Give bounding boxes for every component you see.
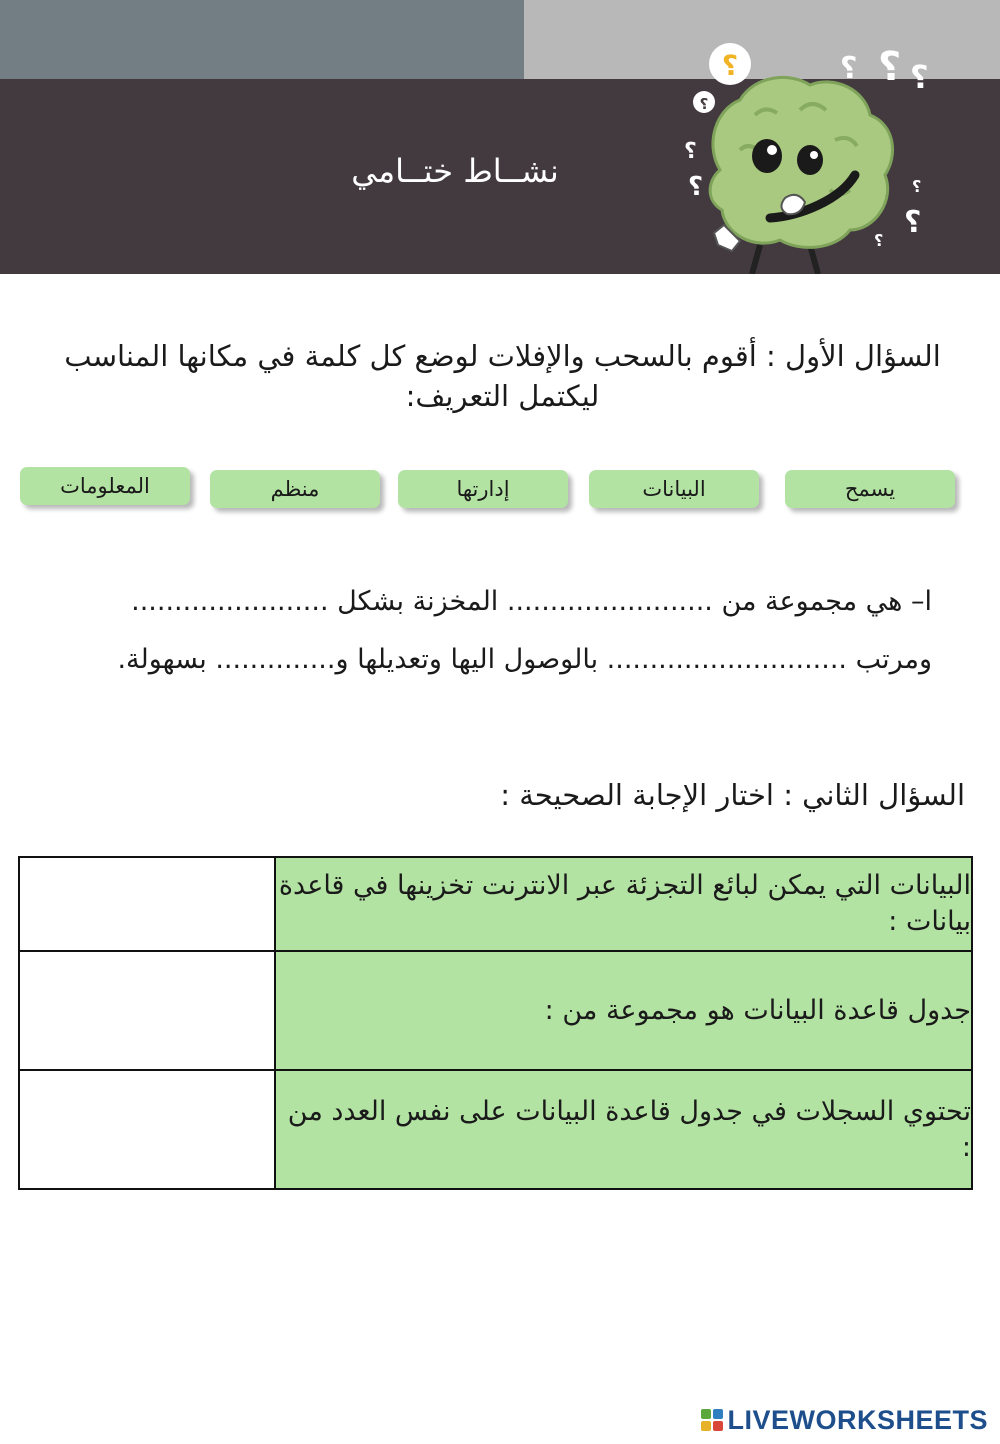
fill-in-sentence-line-1: ا– هي مجموعة من ........................ المخزنة بشكل ....................... xyxy=(131,586,932,617)
fill-in-sentence-line-2: ومرتب ............................ بالوصول اليها وتعديلها و.............. بسهولة. xyxy=(117,644,932,675)
question-cell-1: البيانات التي يمكن لبائع التجزئة عبر الانترنت تخزينها في قاعدة بيانات : xyxy=(275,857,972,951)
brand-text: LIVEWORKSHEETS xyxy=(727,1404,988,1435)
page-title: نشــاط ختــامي xyxy=(351,152,559,190)
drag-chip-munazzam[interactable]: منظم xyxy=(210,470,380,508)
svg-text:؟: ؟ xyxy=(910,58,929,96)
svg-text:؟: ؟ xyxy=(878,44,902,90)
svg-text:؟: ؟ xyxy=(874,231,884,250)
question-cell-3: تحتوي السجلات في جدول قاعدة البيانات على نفس العدد من : xyxy=(275,1070,972,1189)
svg-text:؟: ؟ xyxy=(721,49,739,82)
svg-text:؟: ؟ xyxy=(840,51,858,86)
question-cell-2: جدول قاعدة البيانات هو مجموعة من : xyxy=(275,951,972,1070)
drag-chip-albayanat[interactable]: البيانات xyxy=(589,470,759,508)
liveworksheets-brand[interactable] xyxy=(701,1402,988,1438)
svg-text:؟: ؟ xyxy=(699,95,709,113)
svg-text:؟: ؟ xyxy=(912,177,922,196)
question-1-instructions: السؤال الأول : أقوم بالسحب والإفلات لوضع كل كلمة في مكانها المناسب ليكتمل التعريف: xyxy=(64,339,941,413)
drag-chip-idaratuha[interactable]: إدارتها xyxy=(398,470,568,508)
drag-chip-almaalumat[interactable]: المعلومات xyxy=(20,467,190,505)
question-2-instructions: السؤال الثاني : اختار الإجابة الصحيحة : xyxy=(500,778,965,812)
table-row xyxy=(19,1070,972,1189)
drag-chip-yasmah[interactable]: يسمح xyxy=(785,470,955,508)
answer-dropdown-3[interactable] xyxy=(19,1070,275,1189)
svg-text:؟: ؟ xyxy=(904,205,922,240)
liveworksheets-logo-icon xyxy=(701,1409,723,1431)
table-row xyxy=(19,951,972,1070)
answer-dropdown-1[interactable] xyxy=(19,857,275,951)
svg-text:؟: ؟ xyxy=(688,172,704,202)
svg-text:؟: ؟ xyxy=(684,139,697,164)
brain-mascot-icon xyxy=(660,30,940,274)
top-left-strip xyxy=(0,0,524,79)
answer-dropdown-2[interactable] xyxy=(19,951,275,1070)
table-row xyxy=(19,857,972,951)
multiple-choice-table xyxy=(18,856,973,1190)
